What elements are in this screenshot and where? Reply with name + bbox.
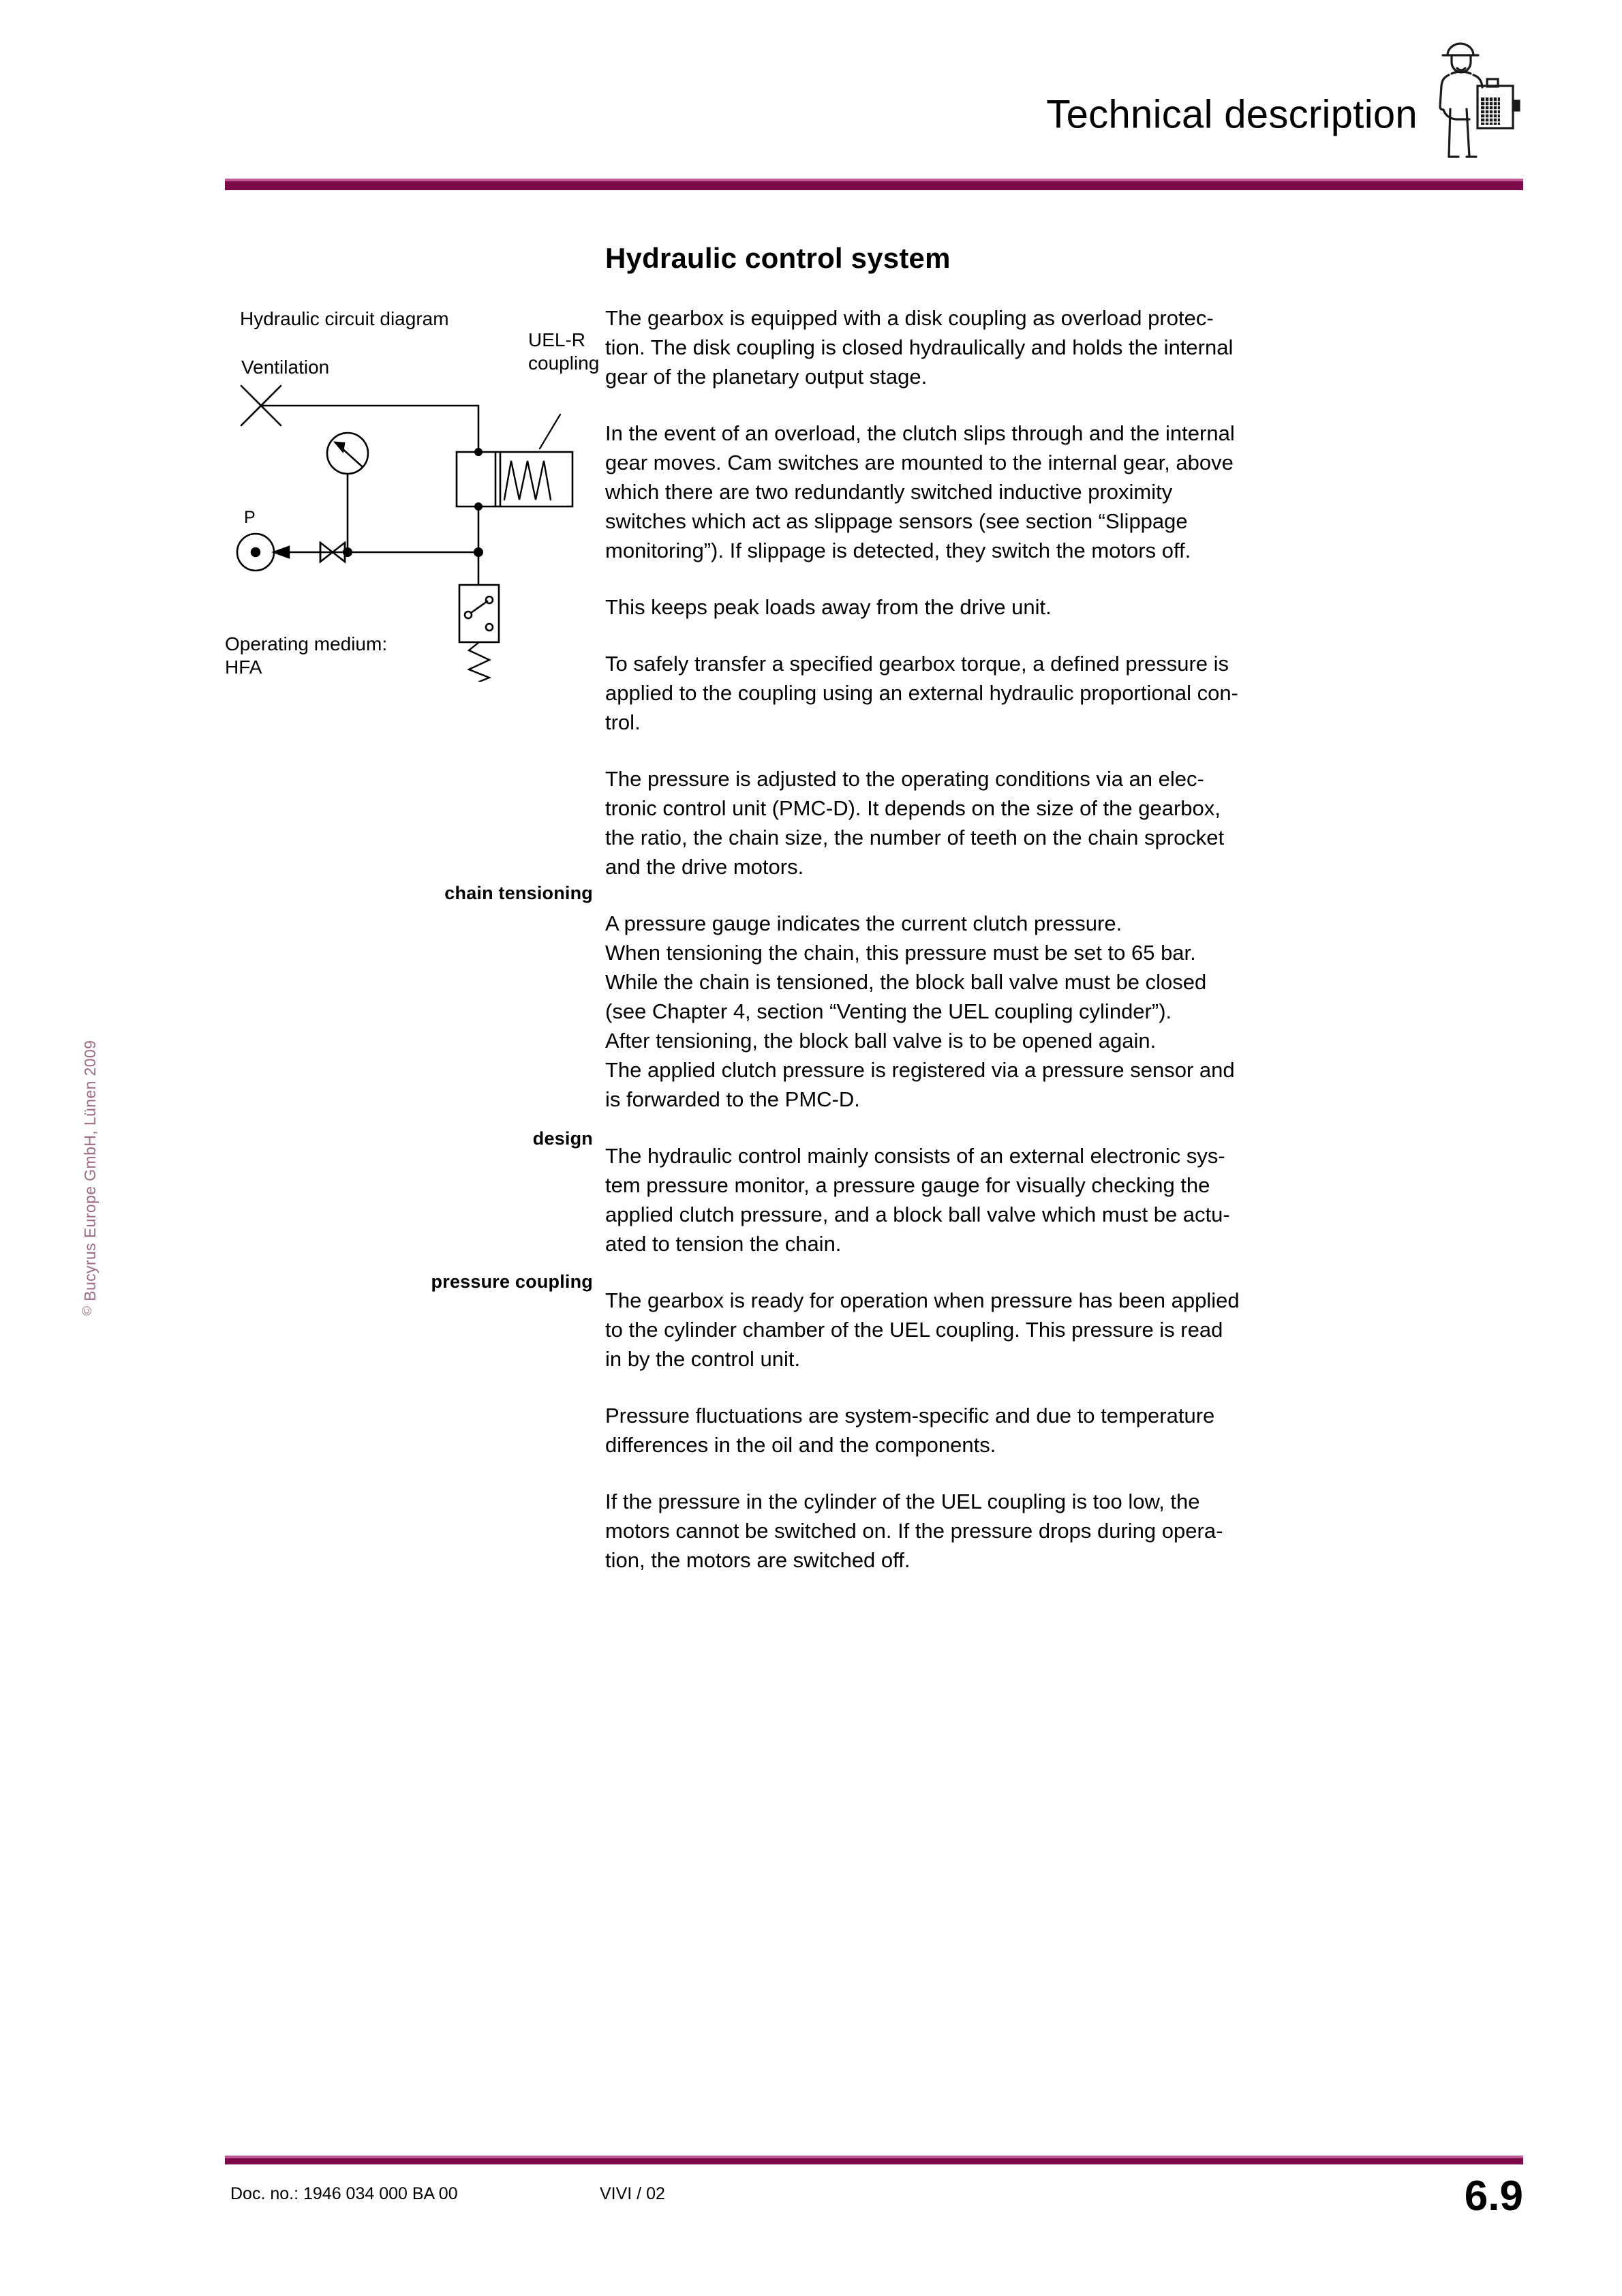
port-p-symbol xyxy=(237,534,274,571)
paragraph-line: In the event of an overload, the clutch slips through and the internal xyxy=(605,421,1235,445)
paragraph-line: tion, the motors are switched off. xyxy=(605,1548,911,1572)
paragraph-line: monitoring”). If slippage is detected, they switch the motors off. xyxy=(605,539,1191,562)
margin-label-chain-tensioning: chain tensioning xyxy=(444,883,593,903)
paragraph-line: gear of the planetary output stage. xyxy=(605,365,928,389)
margin-label-design: design xyxy=(532,1128,593,1149)
uel-coupling-cylinder-symbol xyxy=(457,452,572,507)
diagram-label-medium-line1: Operating medium: xyxy=(225,633,388,654)
paragraph-line: The gearbox is equipped with a disk coupling as overload protec- xyxy=(605,306,1214,330)
paragraph-line: To safely transfer a specified gearbox torque, a defined pressure is xyxy=(605,652,1229,676)
paragraph-line: tem pressure monitor, a pressure gauge for visually checking the xyxy=(605,1173,1210,1197)
paragraph-line: (see Chapter 4, section “Venting the UEL coupling cylinder”). xyxy=(605,999,1172,1023)
hydraulic-circuit-diagram xyxy=(225,327,607,682)
paragraph-line: When tensioning the chain, this pressure must be set to 65 bar. xyxy=(605,941,1196,965)
paragraph-overload-protection xyxy=(605,303,1505,391)
paragraph-line: which there are two redundantly switched inductive proximity xyxy=(605,480,1173,504)
paragraph-line: The pressure is adjusted to the operating conditions via an elec- xyxy=(605,767,1204,791)
margin-label-pressure-coupling: pressure coupling xyxy=(431,1271,593,1292)
section-title: Hydraulic control system xyxy=(605,242,951,274)
paragraph-pressure-coupling xyxy=(605,1286,1505,1374)
paragraph-line: in by the control unit. xyxy=(605,1347,801,1371)
paragraph-line: Pressure fluctuations are system-specific and due to temperature xyxy=(605,1404,1215,1428)
paragraph-pressure-fluctuations xyxy=(605,1401,1505,1460)
paragraph-line: While the chain is tensioned, the block ball valve must be closed xyxy=(605,970,1207,994)
paragraph-line: switches which act as slippage sensors (see section “Slippage xyxy=(605,509,1188,533)
paragraph-line: The hydraulic control mainly consists of an external electronic sys- xyxy=(605,1144,1225,1168)
paragraph-line: The applied clutch pressure is registered via a pressure sensor and xyxy=(605,1058,1235,1082)
main-body-column xyxy=(605,242,1505,1602)
pressure-gauge-symbol xyxy=(327,433,368,474)
footer-rule xyxy=(225,2156,1523,2164)
paragraph-line: gear moves. Cam switches are mounted to the internal gear, above xyxy=(605,451,1234,474)
copyright-notice xyxy=(80,1040,100,1316)
diagram-label-coupling-line2: coupling xyxy=(528,352,600,374)
worker-with-device-icon xyxy=(1424,33,1527,159)
diagram-label-ventilation: Ventilation xyxy=(241,357,330,378)
copyright-text: Bucyrus Europe GmbH, Lünen 2009 xyxy=(81,1040,99,1301)
diagram-label-medium-line2: HFA xyxy=(225,656,262,678)
paragraph-design xyxy=(605,1141,1505,1258)
paragraph-line: tronic control unit (PMC-D). It depends on the size of the gearbox, xyxy=(605,796,1221,820)
paragraph-line: ated to tension the chain. xyxy=(605,1232,842,1256)
paragraph-peak-loads xyxy=(605,592,1505,622)
diagram-label-port-p: P xyxy=(244,508,256,527)
paragraph-line: is forwarded to the PMC-D. xyxy=(605,1087,860,1111)
paragraph-line: the ratio, the chain size, the number of teeth on the chain sprocket xyxy=(605,826,1225,849)
paragraph-overload-event xyxy=(605,419,1505,565)
diagram-label-coupling-line1: UEL-R xyxy=(528,329,586,350)
footer-revision: VIVI / 02 xyxy=(600,2184,665,2203)
paragraph-torque-transfer xyxy=(605,649,1505,737)
paragraph-line: The gearbox is ready for operation when pressure has been applied xyxy=(605,1288,1240,1312)
paragraph-line: differences in the oil and the components. xyxy=(605,1433,996,1457)
footer-page-number: 6.9 xyxy=(1464,2173,1523,2220)
paragraph-line: tion. The disk coupling is closed hydraulically and holds the internal xyxy=(605,335,1234,359)
paragraph-line: trol. xyxy=(605,710,641,734)
copyright-symbol: © xyxy=(80,1305,95,1316)
paragraph-line: applied to the coupling using an external hydraulic proportional con- xyxy=(605,681,1238,705)
header-rule xyxy=(225,179,1523,190)
paragraph-line: This keeps peak loads away from the drive unit. xyxy=(605,595,1052,619)
diagram-caption: Hydraulic circuit diagram xyxy=(240,308,449,329)
paragraph-line: to the cylinder chamber of the UEL coupling. This pressure is read xyxy=(605,1318,1223,1342)
page-title: Technical description xyxy=(1046,92,1418,137)
paragraph-line: applied clutch pressure, and a block ball valve which must be actu- xyxy=(605,1203,1230,1226)
paragraph-chain-tensioning xyxy=(605,909,1505,1114)
paragraph-line: motors cannot be switched on. If the pressure drops during opera- xyxy=(605,1519,1223,1543)
footer-doc-number: Doc. no.: 1946 034 000 BA 00 xyxy=(230,2184,458,2203)
pressure-switch-symbol xyxy=(459,585,499,642)
paragraph-line: and the drive motors. xyxy=(605,855,804,879)
page-header xyxy=(0,0,1622,198)
paragraph-line: After tensioning, the block ball valve is to be opened again. xyxy=(605,1029,1157,1053)
paragraph-line: If the pressure in the cylinder of the UEL coupling is too low, the xyxy=(605,1490,1200,1513)
paragraph-line: A pressure gauge indicates the current clutch pressure. xyxy=(605,911,1122,935)
paragraph-pressure-adjustment xyxy=(605,764,1505,881)
paragraph-low-pressure xyxy=(605,1487,1505,1575)
